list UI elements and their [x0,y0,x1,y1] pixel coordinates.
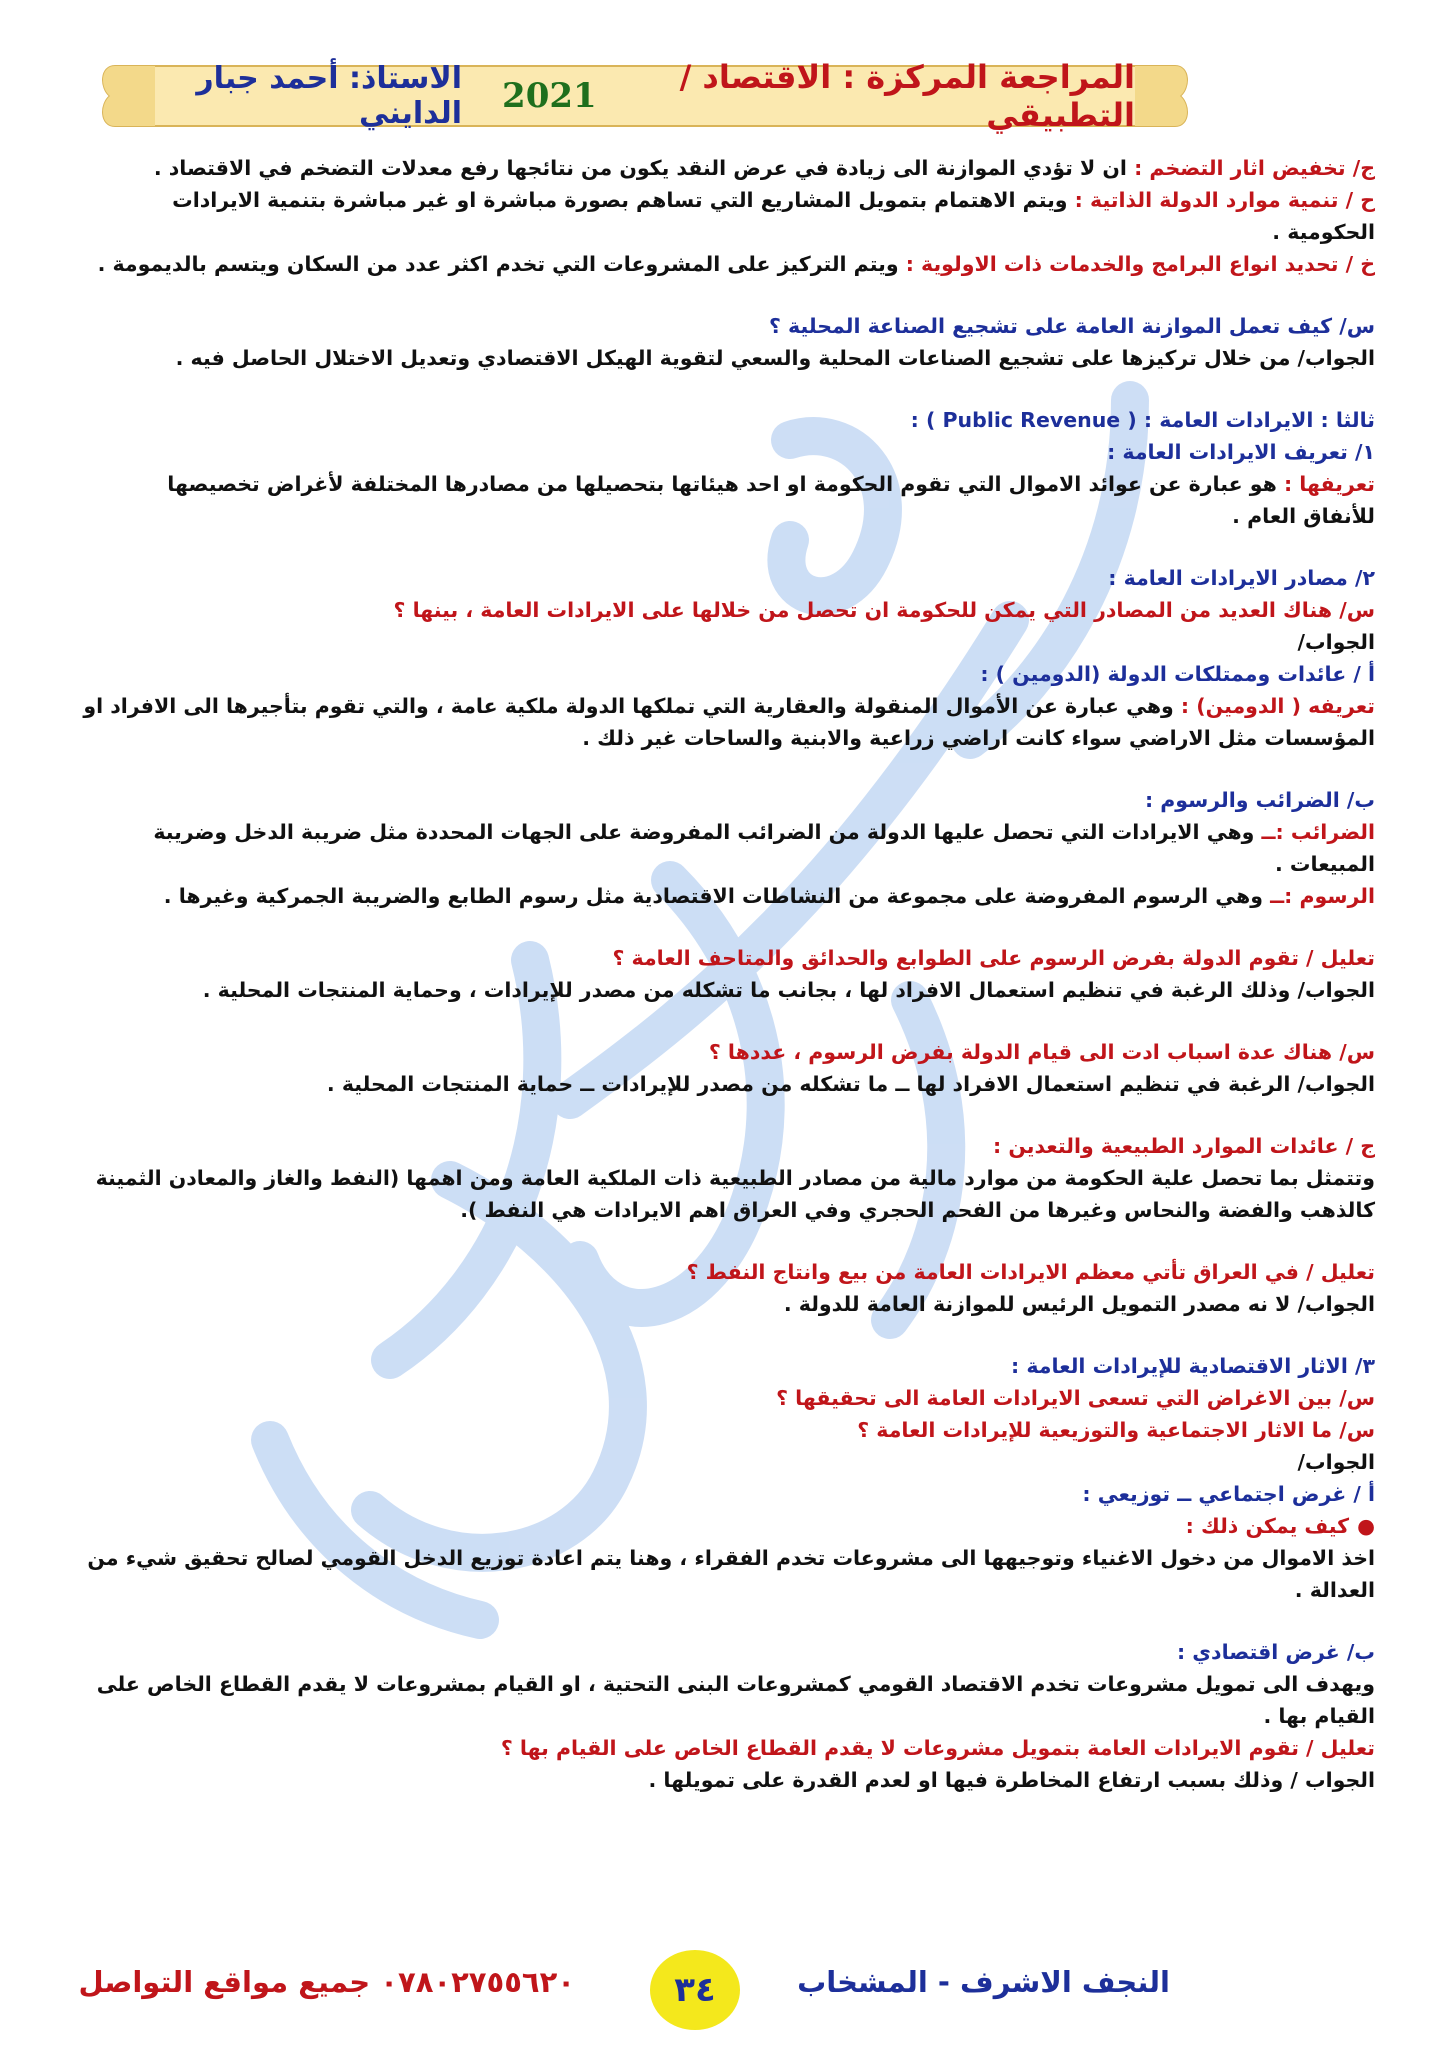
bullet-line: ●كيف يمكن ذلك : [1185,1514,1375,1538]
subsection-heading: ٣/ الاثار الاقتصادية للإيرادات العامة : [1010,1354,1375,1378]
subsection-heading: ١/ تعريف الايرادات العامة : [1107,440,1375,464]
question-line: تعليل / في العراق تأتي معظم الايرادات العامة من بيع وانتاج النفط ؟ [686,1260,1375,1284]
text-line: للأنفاق العام . [1232,504,1375,528]
banner-subject: المراجعة المركزة : الاقتصاد / التطبيقي [679,57,1135,134]
text-line: ح / تنمية موارد الدولة الذاتية : ويتم الاهتمام بتمويل المشاريع التي تساهم بصورة مباشرة او غير مباشرة بتنمية الايرادات [172,188,1375,212]
subsection-heading: أ / عائدات وممتلكات الدولة (الدومين ) : [980,662,1375,686]
text-line: المؤسسات مثل الاراضي سواء كانت اراضي زراعية والابنية والساحات غير ذلك . [582,726,1375,750]
text-line: الحكومية . [1272,220,1375,244]
subsection-heading: ٢/ مصادر الايرادات العامة : [1108,566,1375,590]
page-number: ٣٤ [650,1950,740,2030]
footer-location: النجف الاشرف - المشخاب [797,1965,1170,1999]
header-banner [95,58,1195,133]
answer-line: الجواب / وذلك بسبب ارتفاع المخاطرة فيها او لعدم القدرة على تمويلها . [648,1768,1375,1792]
text-line: وتتمثل بما تحصل علية الحكومة من موارد مالية من مصادر الطبيعية ذات الملكية العامة ومن اهمها (النفط والغاز والمعادن الثمينة [95,1166,1375,1190]
subsection-heading: ج / عائدات الموارد الطبيعية والتعدين : [992,1134,1375,1158]
answer-line: الجواب/ من خلال تركيزها على تشجيع الصناعات المحلية والسعي لتقوية الهيكل الاقتصادي وتعديل الاختلال الحاصل فيه . [175,346,1375,370]
text-line: القيام بها . [1263,1704,1375,1728]
question-line: س/ ما الاثار الاجتماعية والتوزيعية للإيرادات العامة ؟ [857,1418,1375,1442]
footer-contact: ٠٧٨٠٢٧٥٥٦٢٠ جميع مواقع التواصل [78,1965,575,1999]
banner-year: 2021 [502,75,597,116]
text-line: تعريفها : هو عبارة عن عوائد الاموال التي تقوم الحكومة او احد هيئاتها بتحصيلها من مصادرها المختلفة لأغراض تخصيصها [167,472,1375,496]
answer-line: الجواب/ لا نه مصدر التمويل الرئيس للموازنة العامة للدولة . [783,1292,1375,1316]
banner-teacher: الاستاذ: أحمد جبار الدايني [196,60,463,131]
bullet-icon: ● [1357,1514,1375,1538]
question-line: س/ بين الاغراض التي تسعى الايرادات العامة الى تحقيقها ؟ [776,1386,1375,1410]
text-line: ويهدف الى تمويل مشروعات تخدم الاقتصاد القومي كمشروعات البنى التحتية ، او القيام بمشروعات لا يقدم القطاع الخاص على [96,1672,1375,1696]
text-line: المبيعات . [1275,852,1375,876]
answer-line: الجواب/ الرغبة في تنظيم استعمال الافراد لها ــ ما تشكله من مصدر للإيرادات ــ حماية المنتجات المحلية . [326,1072,1375,1096]
text-line: اخذ الاموال من دخول الاغنياء وتوجيهها الى مشروعات تخدم الفقراء ، وهنا يتم اعادة توزيع الدخل القومي لصالح تحقيق شيء من [87,1546,1375,1570]
question-line: تعليل / تقوم الدولة بفرض الرسوم على الطوابع والحدائق والمتاحف العامة ؟ [612,946,1375,970]
text-line: ج/ تخفيض اثار التضخم : ان لا تؤدي الموازنة الى زيادة في عرض النقد يكون من نتائجها رفع معدلات التضخم في الاقتصاد . [153,156,1375,180]
subsection-heading: ب/ غرض اقتصادي : [1176,1640,1375,1664]
text-line: تعريفه ( الدومين) : وهي عبارة عن الأموال المنقولة والعقارية التي تملكها الدولة ملكية عامة ، والتي تقوم بتأجيرها الى الافراد او [83,694,1375,718]
text-line: الضرائب :ــ وهي الايرادات التي تحصل عليها الدولة من الضرائب المفروضة على الجهات المحددة مثل ضريبة الدخل وضريبة [153,820,1375,844]
answer-line: الجواب/ [1297,630,1375,654]
text-line: كالذهب والفضة والنحاس وغيرها من الفحم الحجري وفي العراق اهم الايرادات هي النفط ). [460,1198,1375,1222]
text-line: خ / تحديد انواع البرامج والخدمات ذات الاولوية : ويتم التركيز على المشروعات التي تخدم اكثر عدد من السكان ويتسم بالديمومة . [97,252,1375,276]
answer-line: الجواب/ وذلك الرغبة في تنظيم استعمال الافراد لها ، بجانب ما تشكله من مصدر للإيرادات ، وحماية المنتجات المحلية . [202,978,1375,1002]
question-line: س/ هناك عدة اسباب ادت الى قيام الدولة بفرض الرسوم ، عددها ؟ [708,1040,1375,1064]
section-heading: ثالثا : الايرادات العامة : ( Public Revenue ) : [910,408,1375,432]
subsection-heading: ب/ الضرائب والرسوم : [1144,788,1375,812]
text-line: الرسوم :ــ وهي الرسوم المفروضة على مجموعة من النشاطات الاقتصادية مثل رسوم الطابع والضريبة الجمركية وغيرها . [163,884,1375,908]
question-line: س/ كيف تعمل الموازنة العامة على تشجيع الصناعة المحلية ؟ [769,314,1375,338]
question-line: س/ هناك العديد من المصادر التي يمكن للحكومة ان تحصل من خلالها على الايرادات العامة ، بينها ؟ [393,598,1375,622]
page-content [60,152,1375,1796]
subsection-heading: أ / غرض اجتماعي ــ توزيعي : [1082,1482,1375,1506]
text-line: العدالة . [1294,1578,1375,1602]
question-line: تعليل / تقوم الايرادات العامة بتمويل مشروعات لا يقدم القطاع الخاص على القيام بها ؟ [500,1736,1375,1760]
answer-line: الجواب/ [1297,1450,1375,1474]
